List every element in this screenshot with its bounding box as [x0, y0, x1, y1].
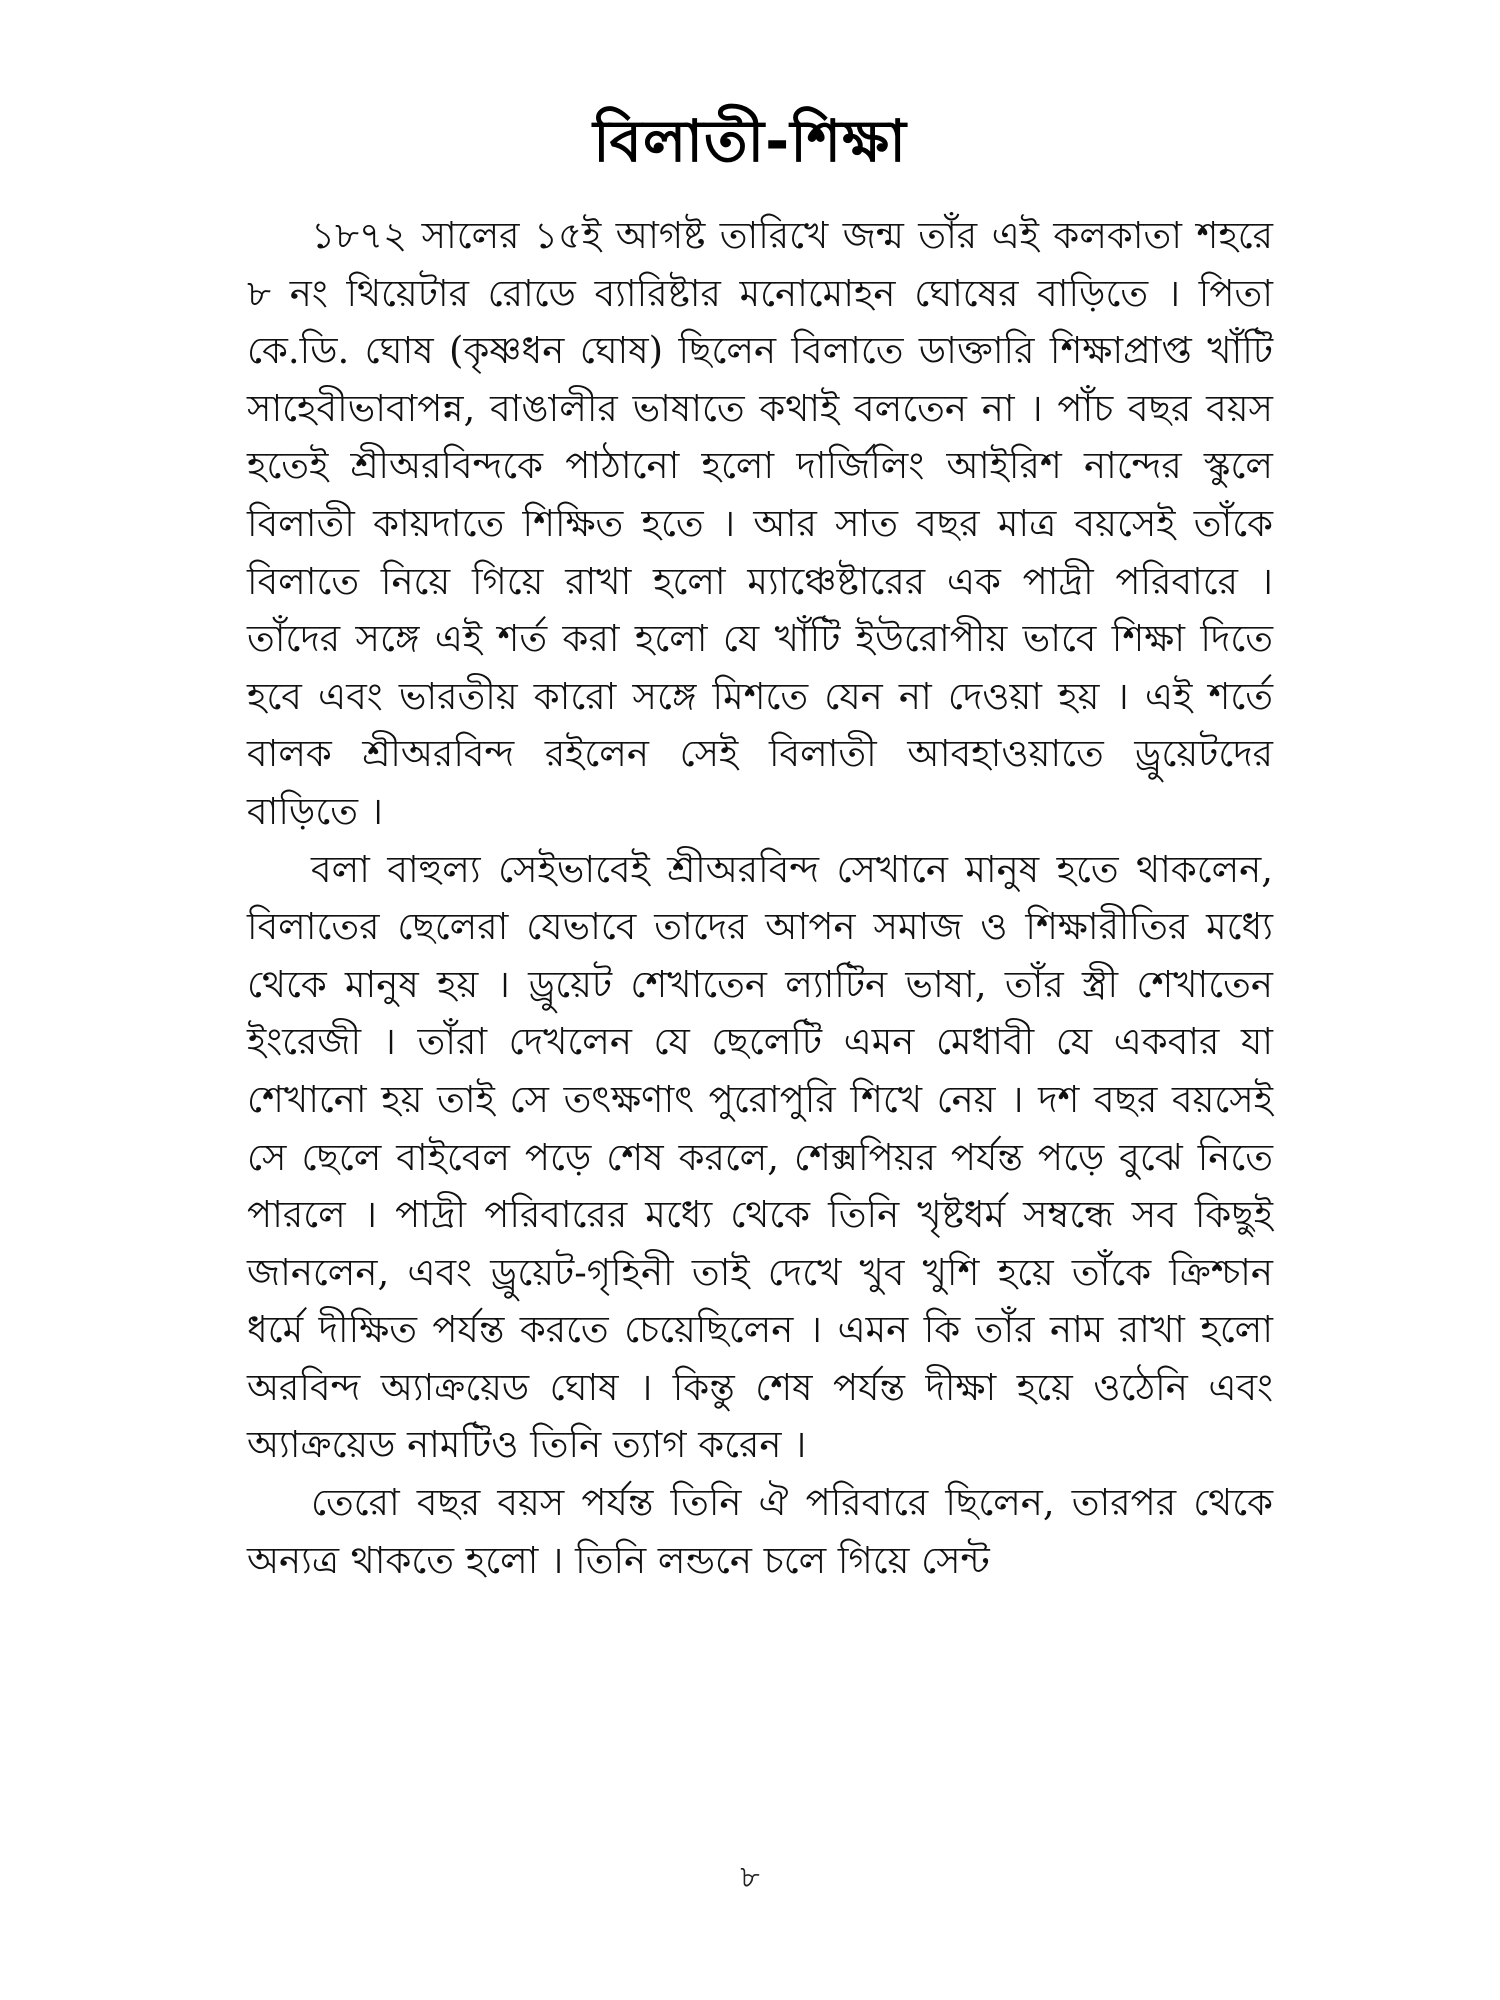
chapter-title: বিলাতী-শিক্ষা [593, 106, 907, 175]
paragraph-2: বলা বাহুল্য সেইভাবেই শ্রীঅরবিন্দ সেখানে মানুষ হতে থাকলেন, বিলাতের ছেলেরা যেভাবে তাদের আপন সমাজ ও শিক্ষারীতির মধ্যে থেকে মানুষ হয় । ড্রুয়েট শেখাতেন ল্যাটিন ভাষা, তাঁর স্ত্রী শেখাতেন ইংরেজী । তাঁরা দেখলেন যে ছেলেটি এমন মেধাবী যে একবার যা শেখানো হয় তাই সে তৎক্ষণাৎ পুরোপুরি শিখে নেয় । দশ বছর বয়সেই সে ছেলে বাইবেল পড়ে শেষ করলে, শেক্সপিয়র পর্যন্ত পড়ে বুঝে নিতে পারলে । পাদ্রী পরিবারের মধ্যে থেকে তিনি খৃষ্টধর্ম সম্বন্ধে সব কিছুই জানলেন, এবং ড্রুয়েট-গৃহিনী তাই দেখে খুব খুশি হয়ে তাঁকে ক্রিশ্চান ধর্মে দীক্ষিত পর্যন্ত করতে চেয়েছিলেন । এমন কি তাঁর নাম রাখা হলো অরবিন্দ অ্যাক্রয়েড ঘোষ । কিন্তু শেষ পর্যন্ত দীক্ষা হয়ে ওঠেনি এবং অ্যাক্রয়েড নামটিও তিনি ত্যাগ করেন । [247, 847, 1273, 1467]
paragraph-1: ১৮৭২ সালের ১৫ই আগষ্ট তারিখে জন্ম তাঁর এই কলকাতা শহরে ৮ নং থিয়েটার রোডে ব্যারিষ্টার মনোমোহন ঘোষের বাড়িতে । পিতা কে.ডি. ঘোষ (কৃষ্ণধন ঘোষ) ছিলেন বিলাতে ডাক্তারি শিক্ষাপ্রাপ্ত খাঁটি সাহেবীভাবাপন্ন, বাঙালীর ভাষাতে কথাই বলতেন না । পাঁচ বছর বয়স হতেই শ্রীঅরবিন্দকে পাঠানো হলো দার্জিলিং আইরিশ নান্দের স্কুলে বিলাতী কায়দাতে শিক্ষিত হতে । আর সাত বছর মাত্র বয়সেই তাঁকে বিলাতে নিয়ে গিয়ে রাখা হলো ম্যাঞ্চেষ্টারের এক পাদ্রী পরিবারে । তাঁদের সঙ্গে এই শর্ত করা হলো যে খাঁটি ইউরোপীয় ভাবে শিক্ষা দিতে হবে এবং ভারতীয় কারো সঙ্গে মিশতে যেন না দেওয়া হয় । এই শর্তে বালক শ্রীঅরবিন্দ রইলেন সেই বিলাতী আবহাওয়াতে ড্রুয়েটদের বাড়িতে । [247, 214, 1273, 833]
paragraph-3: তেরো বছর বয়স পর্যন্ত তিনি ঐ পরিবারে ছিলেন, তারপর থেকে অন্যত্র থাকতে হলো । তিনি লন্ডনে চলে গিয়ে সেন্ট [247, 1481, 1273, 1582]
body-text [247, 207, 1273, 1589]
page-number: ৮ [740, 1860, 760, 1895]
